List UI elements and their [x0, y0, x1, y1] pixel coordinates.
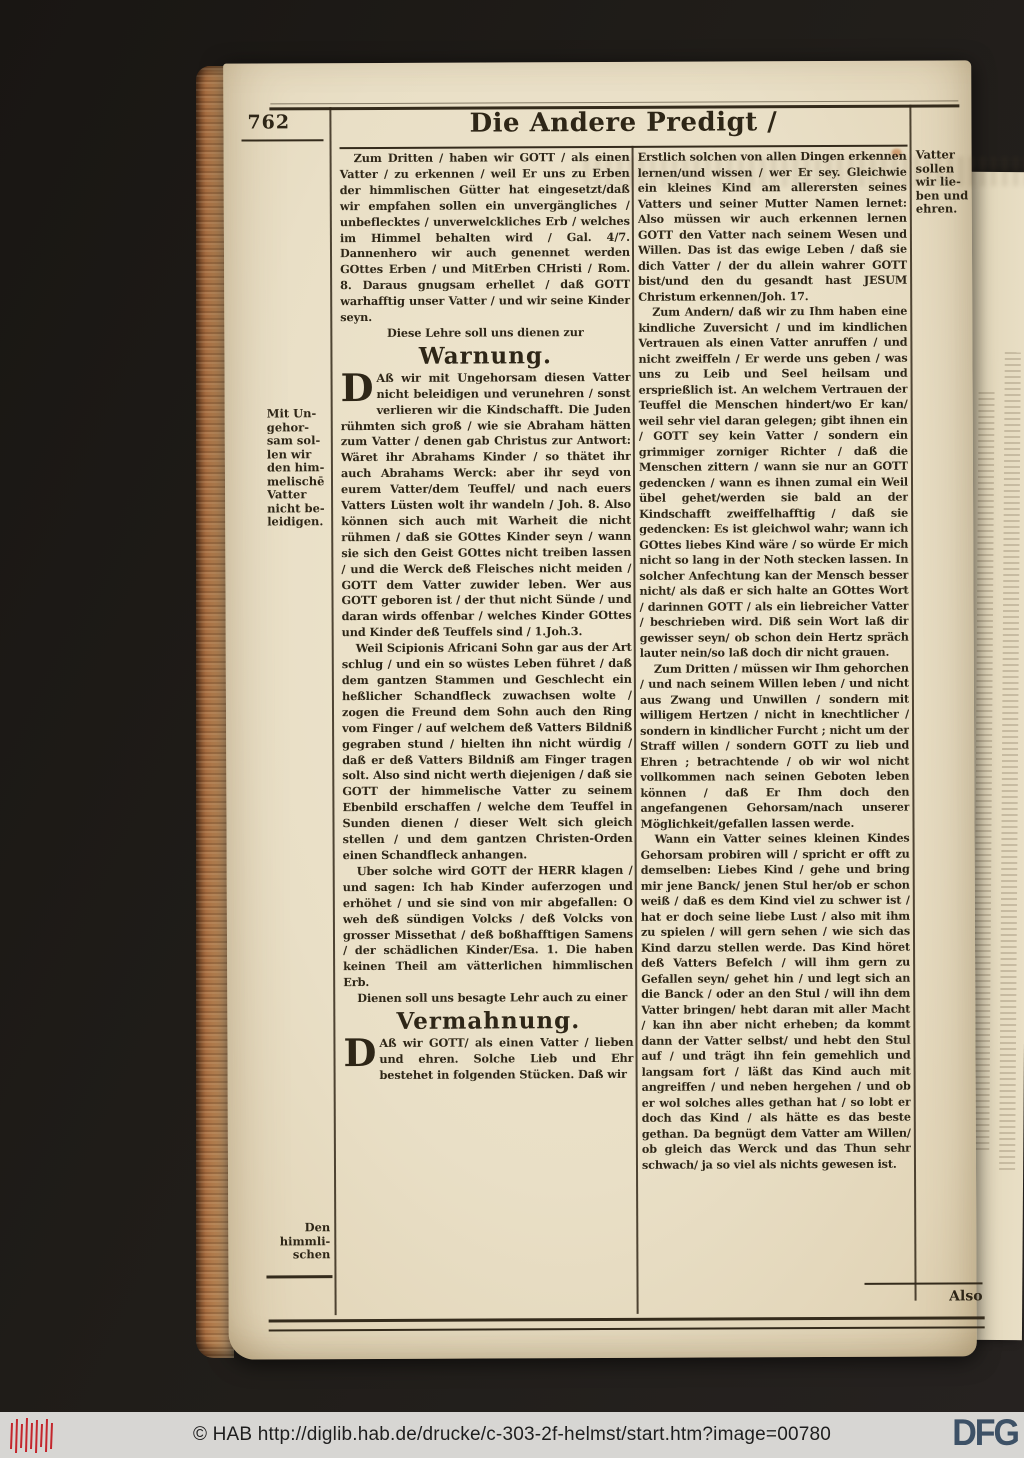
hab-logo-icon [8, 1415, 60, 1455]
margin-note-vatter-lieben: Vatter sollen wir lie- ben und ehren. [915, 147, 969, 216]
paragraph-vatter-kind: Wann ein Vatter seines kleinen Kindes Gehorsam probiren will / spricht er offt zu demselben: Liebes Kind / gehe und bring mir jene Banck/ jenen Stul her/ob er schon weiß / daß es dem Kind viel zu schwer ist / hat er doch seine liebe Lust / also mit ihm zu spielen / will gern sehen / wie sich das Kind darzu stellen werde. Das Kind höret deß Vatters Befelch / will ihm gern zu Gefallen seyn/ gehet hin / und legt sich an die Banck / oder an den Stul / will ihn dem Vatter bringen/ hebt daran mit aller Macht / kan ihn aber nicht erheben; da kommt dann der Vatter selbst/ und hebt den Stul auf / und trägt ihn fein gemehlich und langsam fort / läßt das Kind auch mit angreiffen / und neben hergehen / und ob er wol solches alles gethan hat / so lobt er doch das Kind / als hätte es das beste gethan. Da begnügt dem Vatter am Willen/ ob gleich das Werck und das Thun sehr schwach/ ja so viel als nichts gewesen ist. [640, 830, 911, 1172]
paragraph-klage: Uber solche wird GOTT der HERR klagen / und sagen: Ich hab Kinder auferzogen und erhöhet / und sie sind von mir abgefallen: O weh deß sündigen Volcks / deß Volcks von grosser Missethat / deß boßhafftigen Samens / der schädlichen Kinder/Esa. 1. Die haben keinen Theil am vätterlichen himmlischen Erb. [342, 862, 634, 990]
drop-cap: D [340, 364, 374, 410]
margin-note-himmlischen: Den himmli- schen [279, 1220, 331, 1262]
lead-in-line: Diese Lehre soll uns dienen zur [386, 325, 584, 340]
footer-bar [0, 1412, 1024, 1458]
right-text-column [638, 149, 912, 1316]
copyright-url-text: © HAB http://diglib.hab.de/drucke/c-303-2f-helmst/start.htm?image=00780 [192, 1424, 832, 1445]
running-title: Die Andere Predigt / [469, 107, 778, 139]
paragraph-vermahnung: D Aß wir GOTT/ als einen Vatter / lieben und ehren. Solche Lieb und Ehr bestehet in folgenden Stücken. Daß wir [343, 1029, 634, 1082]
left-margin-rule [329, 107, 336, 1315]
bottom-border-rule [269, 1316, 985, 1331]
margin-note-ungehorsam: Mit Un- gehor- sam sol- len wir den him- melischē Vatter nicht be- leidigen. [266, 406, 325, 529]
section-heading-vermahnung: Vermahnung. [396, 1007, 581, 1035]
lead-in-line: Dienen soll uns besagte Lehr auch zu einer [357, 990, 628, 1006]
section-heading-warnung: Warnung. [418, 342, 553, 370]
left-text-column [340, 150, 635, 1317]
page-number: 762 [247, 111, 291, 134]
drop-cap: D [343, 1029, 377, 1076]
catchword: Also [949, 1288, 983, 1305]
paragraph-zum-dritten-gehorchen: Zum Dritten / müssen wir Ihm gehorchen / und nach seinem Willen leben / und nicht aus Zwang und Unwillen / sondern mit willigem Hertzen / nicht in knechtlicher / sondern in kindlicher Furcht ; nicht um der Straff willen / sondern GOTT zu lieb und Ehren ; betrachtende / ob wir wol nicht vollkommen nach seinen Geboten leben können / daß Er Ihm doch den angefangenen Gehorsam/nach unserer Möglichkeit/gefallen lassen werde. [639, 660, 910, 831]
page-number-rule [242, 139, 324, 141]
paragraph-warnung: D Aß wir mit Ungehorsam diesen Vatter nicht beleidigen und verunehren / sonst verlieren wir die Kindschafft. Die Juden rühmten sich groß / wie sie Abraham hätten zum Vatter / denen gab Christus zur Antwort: Wäret ihr Abrahams Kinder / so thätet ihr auch Abrahams Werck: aber ihr seyd von eurem Vatter/dem Teuffel/ und nach euers Vatters Lüsten wolt ihr wandeln / Joh. 8. Also können sich auch mit Warheit die nicht rühmen / daß sie GOttes Kinder seyn / wann sie sich den Geist GOttes nicht treiben lassen / und die Werck deß Fleisches nicht meiden / GOTT dem Vatter zuwider leben. Wer aus GOTT geboren ist / der thut nicht Sünde / und daran wirds offenbar / welches Kinder GOttes und Kinder deß Teuffels sind / 1.Joh.3. [340, 364, 632, 640]
paragraph-zum-dritten: Zum Dritten / haben wir GOTT / als einen Vatter / zu erkennen / weil Er uns zu Erben der himmlischen Gütter hat eingesetzt/daß wir empfahen sollen ein unvergängliches / unbeflecktes / unverwelckliches Erb / welches im Himmel behalten wird / Gal. 4/7. Dannenhero wir auch genennet werden GOttes Erben / und MitErben CHristi / Rom. 8. Daraus gnugsam erhellet / daß GOTT warhafftig unser Vatter / und wir seine Kinder seyn. [339, 149, 631, 325]
book-page [223, 60, 983, 1359]
dfg-logo: DFG [952, 1412, 1018, 1454]
adjacent-page-text-blur [973, 392, 994, 1152]
adjacent-page-text-blur [999, 352, 1021, 1172]
paragraph-erstlich: Erstlich solchen von allen Dingen erkennen lernen/und wissen / wer Er sey. Gleichwie ein kleines Kind am allerersten seines Vatters und seiner Mutter Namen lernet: Also müssen wir auch erkennen lernen GOTT den Vatter nach seinem Wesen und Willen. Das ist das ewige Leben / daß sie dich Vatter / der du allein wahrer GOTT bist/und den du gesandt hast JESUM Christum erkennen/Joh. 17. [637, 148, 908, 304]
margin-note-rule [266, 1275, 332, 1278]
paragraph-zum-andern: Zum Andern/ daß wir zu Ihm haben eine kindliche Zuversicht / und im kindlichen Vertrauen als einen Vatter anruffen / und nicht zweiffeln / Er werde uns geben / was uns zu Leib und Seel heilsam und ersprießlich ist. An welchem Vertrauen der Teuffel die Menschen hindert/wo Er kan/ weil sehr viel daran gelegen; gibt ihnen ein / GOTT sey kein Vatter / sondern ein grimmiger zorniger Richter / daß die Menschen zittern / wann sie nur an GOTT gedencken / wann es ihnen zumal ein Weil übel gehet/werden sie bald an der Kindschafft zweiffelhafftig / daß sie gedencken: Es ist gleichwol wahr; wann ich GOttes liebes Kind wäre / so würde Er mich nicht so lang in der Noth stecken lassen. In solcher Anfechtung kan der Mensch besser nicht/ als daß er sich halte an GOttes Wort / darinnen GOTT / als ein liebreicher Vatter / beschrieben wird. Diß sein Wort laß dir gewisser seyn/ ob schon dein Hertz spräch lauter nein/so laß doch dir nicht grauen. [638, 303, 909, 660]
catchword-rule [865, 1282, 983, 1285]
paragraph-scipio: Weil Scipionis Africani Sohn gar aus der Art schlug / und ein so wüstes Leben führet / daß dem gantzen Stammen und Geschlecht ein heßlicher Schandfleck zuwachsen wolte / zogen die Freund dem Sohn auch den Ring vom Finger / auf welchem deß Vatters Bildniß gegraben stund / hielten ihn nicht würdig / daß er deß Vatters Bildniß am Finger tragen solt. Also sind nicht werth diejenigen / daß sie GOTT der himmelische Vatter zu seinem Ebenbild erschaffen / welche dem Teuffel in Sunden dienen / dieser Welt sich gleich stellen / und dem gantzen Christen-Orden einen Schandfleck anhangen. [341, 640, 633, 863]
